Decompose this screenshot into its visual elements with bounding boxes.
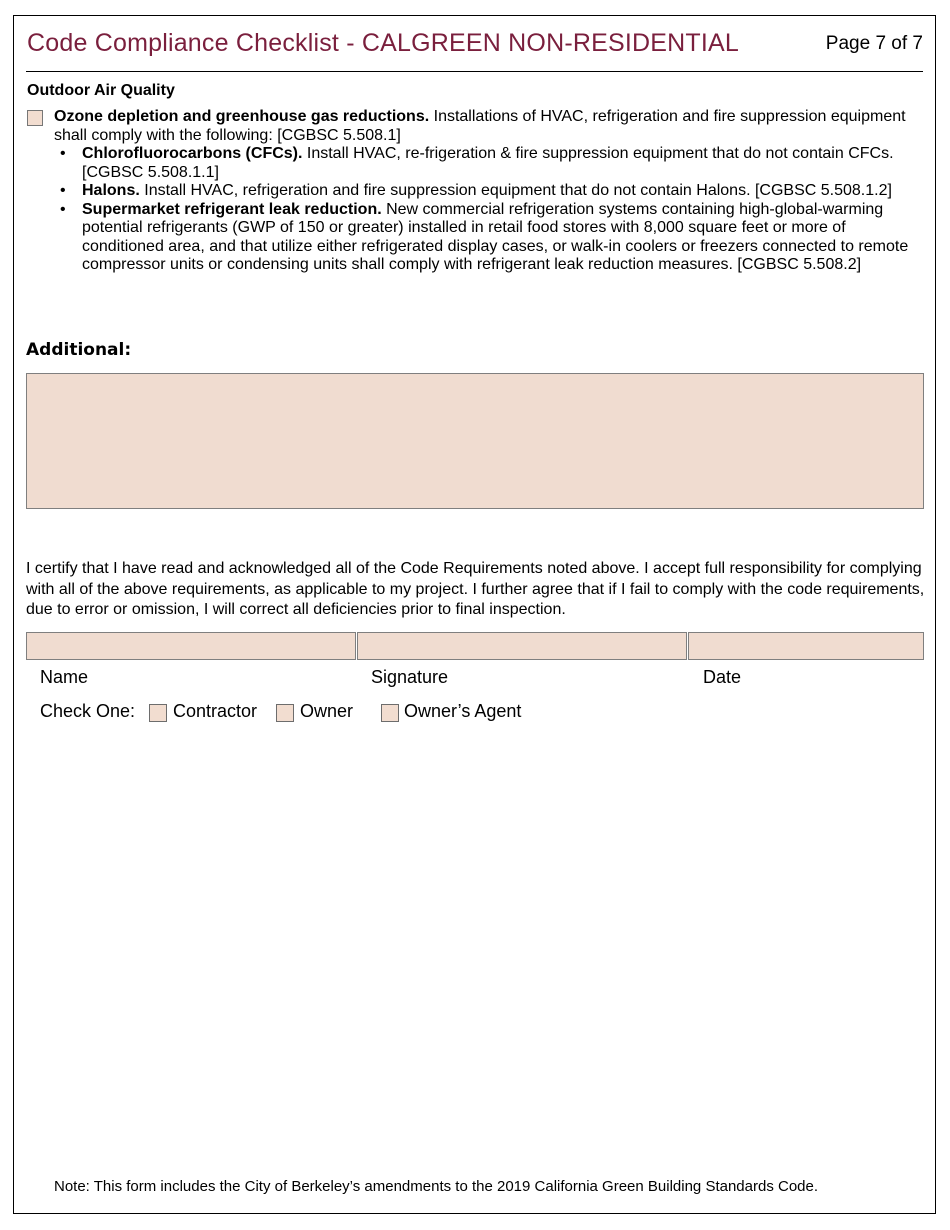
certification-text: I certify that I have read and acknowledged all of the Code Requirements noted above. I accept full responsibility for complying with all of the above requirements, as applicable to my project. I further agree that if I fail to comply with the code requirements, due to error or omission, I will correct all deficiencies prior to final inspection.: [26, 560, 925, 618]
list-item-text: Install HVAC, re-frigeration & fire suppression equipment that do not contain CFCs. [CGBSC 5.508.1.1]: [82, 145, 894, 181]
ozone-item-bold: Ozone depletion and greenhouse gas reductions.: [54, 108, 430, 125]
ozone-item-text: [54, 108, 924, 145]
list-item-bold: Halons.: [82, 182, 140, 199]
list-item-bold: Supermarket refrigerant leak reduction.: [82, 200, 382, 218]
date-field[interactable]: [688, 632, 924, 660]
list-item: [54, 201, 914, 275]
list-item-text: Install HVAC, refrigeration and fire suppression equipment that do not contain Halons. [CGBSC 5.508.1.2]: [139, 182, 892, 199]
signature-label: Signature: [371, 667, 449, 687]
role-check-row: [40, 701, 640, 723]
bullet-icon: •: [60, 200, 66, 218]
footer-note: Note: This form includes the City of Berkeley’s amendments to the 2019 California Green Building Standards Code.: [54, 1178, 819, 1195]
contractor-checkbox[interactable]: [149, 704, 167, 722]
bullet-icon: •: [60, 145, 66, 162]
check-one-label: Check One:: [40, 701, 136, 721]
ozone-item-body: Installations of HVAC, refrigeration and fire suppression equipment shall comply with the following: [CGBSC 5.508.1]: [54, 108, 906, 144]
owner-checkbox[interactable]: [276, 704, 294, 722]
name-label: Name: [40, 667, 89, 687]
ozone-checkbox[interactable]: [27, 110, 43, 126]
contractor-label: Contractor: [173, 701, 258, 721]
bullet-icon: •: [60, 182, 66, 199]
additional-label: Additional:: [26, 340, 132, 360]
name-field[interactable]: [26, 632, 356, 660]
additional-text-field[interactable]: [26, 373, 924, 509]
owners-agent-label: Owner’s Agent: [404, 701, 522, 721]
list-item-text: New commercial refrigeration systems containing high-global-warming potential refrigerants (GWP of 150 or greater) installed in retail food stores with 8,000 square feet or more of conditioned area, and that utilize either refrigerated display cases, or walk-in coolers or freezers connected to remote compressor units or condensing units shall comply with refrigerant leak reduction measures. [CGBSC 5.508.2]: [82, 200, 909, 273]
owners-agent-checkbox[interactable]: [381, 704, 399, 722]
signature-field[interactable]: [357, 632, 687, 660]
page-number: Page 7 of 7: [825, 33, 923, 54]
requirement-list: [54, 145, 914, 275]
header-divider: [26, 71, 923, 72]
section-heading: Outdoor Air Quality: [27, 82, 175, 99]
list-item-bold: Chlorofluorocarbons (CFCs).: [82, 145, 303, 162]
page-title: Code Compliance Checklist - CALGREEN NON-RESIDENTIAL: [27, 29, 739, 57]
date-label: Date: [703, 667, 742, 687]
list-item: [54, 182, 914, 201]
owner-label: Owner: [300, 701, 354, 721]
list-item: [54, 145, 914, 182]
